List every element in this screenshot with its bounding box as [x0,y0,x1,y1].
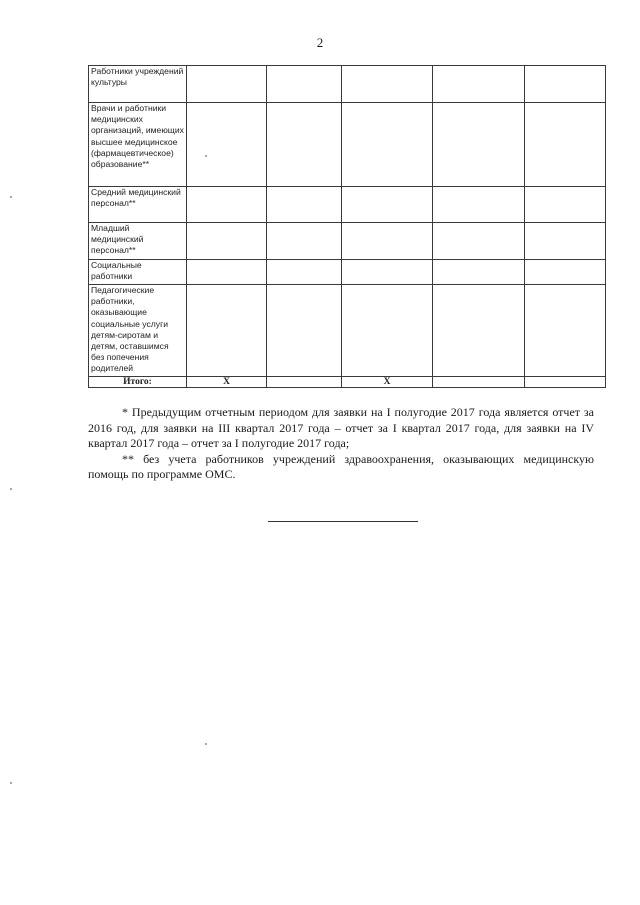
table-cell [267,260,342,285]
table-cell [267,187,342,223]
table-cell [187,187,267,223]
table-cell [342,285,433,377]
table-row [89,285,606,377]
table-cell [187,66,267,103]
total-cell [433,377,525,388]
table-cell [433,260,525,285]
table-cell [342,66,433,103]
table-row [89,223,606,260]
table-cell [267,66,342,103]
total-row [89,377,606,388]
table-cell [187,285,267,377]
table-row [89,66,606,103]
scan-speck [205,743,207,745]
row-label: Младший медицинский персонал** [89,223,187,260]
table-cell [433,66,525,103]
table-cell [525,187,606,223]
footnotes [88,405,594,483]
scan-speck [10,196,12,198]
row-label: Врачи и работники медицинских организаций, имеющих высшее медицинское (фармацевтическое) образование** [89,103,187,187]
table-cell [342,260,433,285]
row-label: Средний медицинский персонал** [89,187,187,223]
table-cell [267,103,342,187]
row-label: Работники учреждений культуры [89,66,187,103]
table-cell [342,223,433,260]
table-cell [525,260,606,285]
table-cell [187,103,267,187]
table-cell [267,285,342,377]
row-label: Социальные работники [89,260,187,285]
table-row [89,260,606,285]
separator-line [268,521,418,522]
total-cell: Х [187,377,267,388]
table-cell [187,223,267,260]
table-cell [342,187,433,223]
table-cell [433,285,525,377]
table-cell [433,187,525,223]
table-cell [433,223,525,260]
table-cell [525,223,606,260]
footnote-2: ** без учета работников учреждений здравоохранения, оказывающих медицинскую помощь по программе ОМС. [88,451,594,481]
scan-speck [205,155,207,157]
scan-speck [10,488,12,490]
table-cell [267,223,342,260]
table-cell [433,103,525,187]
total-cell: Х [342,377,433,388]
scan-speck [10,782,12,784]
row-label: Педагогические работники, оказывающие социальные услуги детям-сиротам и детям, оставшимся без попечения родителей [89,285,187,377]
table-cell [525,285,606,377]
total-cell [267,377,342,388]
table-cell [525,66,606,103]
table-cell [525,103,606,187]
table-cell [342,103,433,187]
footnote-1: * Предыдущим отчетным периодом для заявки на I полугодие 2017 года является отчет за 2016 год, для заявки на III квартал 2017 года – отчет за I квартал 2017 года, для заявки на IV квартал 2017 года – отчет за I полугодие 2017 года; [88,405,594,450]
page-number: 2 [316,35,324,50]
total-cell [525,377,606,388]
total-label: Итого: [89,377,187,388]
table-cell [187,260,267,285]
table-row [89,187,606,223]
table-row [89,103,606,187]
report-table [88,65,606,388]
